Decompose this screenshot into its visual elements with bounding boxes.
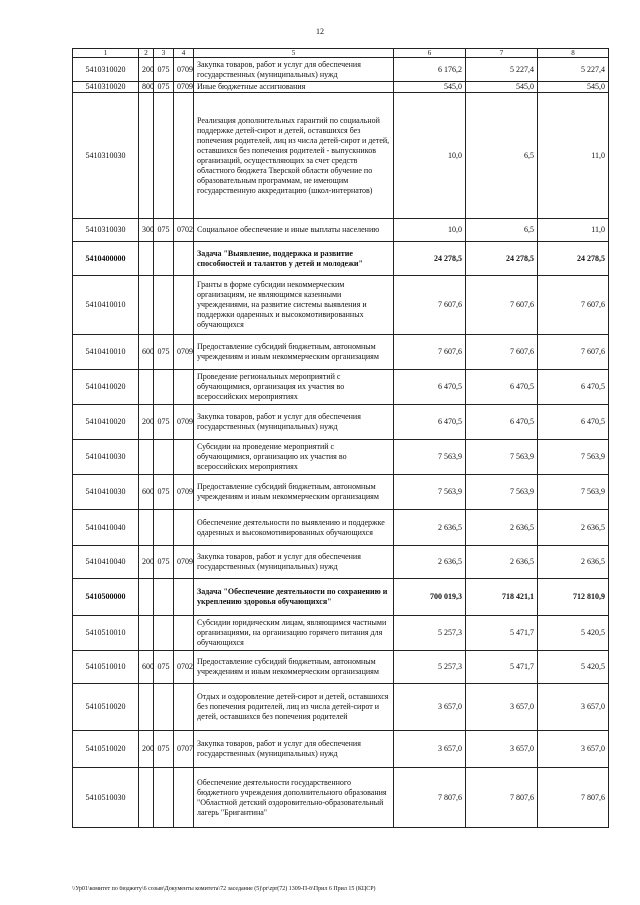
section-cell — [174, 616, 194, 651]
section-cell — [174, 370, 194, 405]
amount-cell-1: 3 657,0 — [394, 731, 466, 768]
budget-code-cell: 5410500000 — [73, 579, 139, 616]
expense-type-cell — [139, 768, 154, 828]
section-cell: 0702 — [174, 651, 194, 684]
department-cell — [154, 440, 174, 475]
table-row — [73, 684, 609, 731]
department-cell — [154, 510, 174, 546]
amount-cell-1: 2 636,5 — [394, 546, 466, 579]
budget-code-cell: 5410310030 — [73, 93, 139, 219]
expense-type-cell — [139, 93, 154, 219]
table-row — [73, 82, 609, 93]
amount-cell-3: 11,0 — [538, 219, 609, 242]
department-cell: 075 — [154, 405, 174, 440]
amount-cell-1: 5 257,3 — [394, 651, 466, 684]
amount-cell-2: 5 471,7 — [466, 651, 538, 684]
budget-code-cell: 5410410040 — [73, 510, 139, 546]
expense-type-cell: 200 — [139, 546, 154, 579]
department-cell: 075 — [154, 335, 174, 370]
amount-cell-1: 6 470,5 — [394, 370, 466, 405]
column-header: 5 — [194, 49, 394, 58]
section-cell — [174, 684, 194, 731]
amount-cell-1: 7 563,9 — [394, 475, 466, 510]
amount-cell-1: 6 176,2 — [394, 58, 466, 82]
amount-cell-2: 2 636,5 — [466, 510, 538, 546]
amount-cell-3: 7 607,6 — [538, 276, 609, 335]
description-cell: Обеспечение деятельности государственного бюджетного учреждения дополнительного образования "Областной детский оздоровительно-образовательный лагерь "Бригантина" — [194, 768, 394, 828]
amount-cell-1: 700 019,3 — [394, 579, 466, 616]
department-cell: 075 — [154, 475, 174, 510]
amount-cell-2: 7 607,6 — [466, 276, 538, 335]
amount-cell-3: 5 420,5 — [538, 651, 609, 684]
department-cell: 075 — [154, 651, 174, 684]
budget-code-cell: 5410510020 — [73, 731, 139, 768]
table-row — [73, 616, 609, 651]
budget-code-cell: 5410400000 — [73, 242, 139, 276]
amount-cell-2: 24 278,5 — [466, 242, 538, 276]
department-cell — [154, 616, 174, 651]
budget-code-cell: 5410410010 — [73, 335, 139, 370]
department-cell — [154, 93, 174, 219]
table-row — [73, 651, 609, 684]
amount-cell-3: 5 420,5 — [538, 616, 609, 651]
amount-cell-3: 3 657,0 — [538, 731, 609, 768]
budget-code-cell: 5410310030 — [73, 219, 139, 242]
column-header: 1 — [73, 49, 139, 58]
table-row — [73, 242, 609, 276]
amount-cell-2: 2 636,5 — [466, 546, 538, 579]
section-cell — [174, 276, 194, 335]
table-row — [73, 546, 609, 579]
amount-cell-2: 6,5 — [466, 219, 538, 242]
amount-cell-1: 10,0 — [394, 219, 466, 242]
table-row — [73, 276, 609, 335]
amount-cell-2: 718 421,1 — [466, 579, 538, 616]
budget-code-cell: 5410310020 — [73, 82, 139, 93]
department-cell — [154, 276, 174, 335]
section-cell — [174, 768, 194, 828]
column-header: 3 — [154, 49, 174, 58]
amount-cell-3: 545,0 — [538, 82, 609, 93]
section-cell: 0702 — [174, 219, 194, 242]
section-cell: 0707 — [174, 731, 194, 768]
amount-cell-3: 2 636,5 — [538, 510, 609, 546]
amount-cell-1: 7 607,6 — [394, 335, 466, 370]
section-cell — [174, 510, 194, 546]
budget-code-cell: 5410410020 — [73, 370, 139, 405]
amount-cell-2: 7 607,6 — [466, 335, 538, 370]
amount-cell-2: 5 227,4 — [466, 58, 538, 82]
amount-cell-3: 7 563,9 — [538, 475, 609, 510]
description-cell: Гранты в форме субсидии некоммерческим организациям, не являющимся казенными учреждениями, на развитие системы выявления и поддержки одаренных и высокомотивированных обучающихся — [194, 276, 394, 335]
description-cell: Закупка товаров, работ и услуг для обеспечения государственных (муниципальных) нужд — [194, 546, 394, 579]
description-cell: Субсидии юридическим лицам, являющимся частными организациями, на организацию горячего питания для обучающихся — [194, 616, 394, 651]
description-cell: Предоставление субсидий бюджетным, автономным учреждениям и иным некоммерческим организациям — [194, 475, 394, 510]
budget-code-cell: 5410510020 — [73, 684, 139, 731]
amount-cell-1: 7 807,6 — [394, 768, 466, 828]
department-cell: 075 — [154, 58, 174, 82]
budget-table — [72, 48, 609, 828]
file-path-footer: \\Ур01\комитет по бюджету\6 созыв\Документы комитета\72 заседание (5)\pr\zpr(72) 1309-П-б\Прил 6 Прил 15 (КЦСР) — [72, 886, 376, 892]
section-cell — [174, 440, 194, 475]
section-cell: 0709 — [174, 475, 194, 510]
expense-type-cell: 200 — [139, 58, 154, 82]
table-row — [73, 579, 609, 616]
description-cell: Иные бюджетные ассигнования — [194, 82, 394, 93]
budget-code-cell: 5410310020 — [73, 58, 139, 82]
budget-code-cell: 5410510010 — [73, 616, 139, 651]
column-header: 2 — [139, 49, 154, 58]
section-cell — [174, 93, 194, 219]
department-cell — [154, 684, 174, 731]
amount-cell-3: 11,0 — [538, 93, 609, 219]
section-cell: 0709 — [174, 405, 194, 440]
table-row — [73, 58, 609, 82]
expense-type-cell: 600 — [139, 335, 154, 370]
amount-cell-2: 6 470,5 — [466, 370, 538, 405]
amount-cell-3: 24 278,5 — [538, 242, 609, 276]
section-cell: 0709 — [174, 82, 194, 93]
description-cell: Закупка товаров, работ и услуг для обеспечения государственных (муниципальных) нужд — [194, 405, 394, 440]
amount-cell-2: 3 657,0 — [466, 731, 538, 768]
table-row — [73, 510, 609, 546]
amount-cell-3: 3 657,0 — [538, 684, 609, 731]
description-cell: Задача "Обеспечение деятельности по сохранению и укреплению здоровья обучающихся" — [194, 579, 394, 616]
budget-code-cell: 5410510010 — [73, 651, 139, 684]
table-row — [73, 405, 609, 440]
department-cell: 075 — [154, 731, 174, 768]
amount-cell-3: 7 807,6 — [538, 768, 609, 828]
description-cell: Закупка товаров, работ и услуг для обеспечения государственных (муниципальных) нужд — [194, 731, 394, 768]
amount-cell-1: 2 636,5 — [394, 510, 466, 546]
expense-type-cell — [139, 242, 154, 276]
department-cell — [154, 579, 174, 616]
amount-cell-1: 7 607,6 — [394, 276, 466, 335]
amount-cell-1: 7 563,9 — [394, 440, 466, 475]
amount-cell-2: 6 470,5 — [466, 405, 538, 440]
department-cell — [154, 370, 174, 405]
amount-cell-2: 7 563,9 — [466, 475, 538, 510]
amount-cell-2: 5 471,7 — [466, 616, 538, 651]
department-cell: 075 — [154, 82, 174, 93]
expense-type-cell: 600 — [139, 475, 154, 510]
column-header: 6 — [394, 49, 466, 58]
table-header-row — [73, 49, 609, 58]
column-header: 7 — [466, 49, 538, 58]
budget-code-cell: 5410410040 — [73, 546, 139, 579]
amount-cell-2: 3 657,0 — [466, 684, 538, 731]
description-cell: Задача "Выявление, поддержка и развитие способностей и талантов у детей и молодежи" — [194, 242, 394, 276]
section-cell — [174, 242, 194, 276]
page-number: 12 — [316, 27, 324, 36]
amount-cell-1: 10,0 — [394, 93, 466, 219]
table-row — [73, 335, 609, 370]
description-cell: Отдых и оздоровление детей-сирот и детей, оставшихся без попечения родителей, лиц из числа детей-сирот и детей, оставшихся без попечения родителей — [194, 684, 394, 731]
table-row — [73, 370, 609, 405]
amount-cell-2: 6,5 — [466, 93, 538, 219]
amount-cell-1: 3 657,0 — [394, 684, 466, 731]
expense-type-cell: 800 — [139, 82, 154, 93]
amount-cell-3: 5 227,4 — [538, 58, 609, 82]
section-cell: 0709 — [174, 546, 194, 579]
expense-type-cell — [139, 684, 154, 731]
amount-cell-3: 7 563,9 — [538, 440, 609, 475]
table-row — [73, 475, 609, 510]
budget-code-cell: 5410410020 — [73, 405, 139, 440]
amount-cell-1: 5 257,3 — [394, 616, 466, 651]
budget-code-cell: 5410510030 — [73, 768, 139, 828]
table-row — [73, 731, 609, 768]
description-cell: Предоставление субсидий бюджетным, автономным учреждениям и иным некоммерческим организациям — [194, 335, 394, 370]
department-cell — [154, 768, 174, 828]
amount-cell-1: 6 470,5 — [394, 405, 466, 440]
budget-code-cell: 5410410010 — [73, 276, 139, 335]
amount-cell-3: 6 470,5 — [538, 405, 609, 440]
amount-cell-3: 2 636,5 — [538, 546, 609, 579]
section-cell: 0709 — [174, 335, 194, 370]
table-row — [73, 93, 609, 219]
column-header: 4 — [174, 49, 194, 58]
budget-code-cell: 5410410030 — [73, 440, 139, 475]
expense-type-cell — [139, 579, 154, 616]
department-cell — [154, 242, 174, 276]
amount-cell-2: 7 807,6 — [466, 768, 538, 828]
description-cell: Субсидии на проведение мероприятий с обучающимися, организацию их участия во всероссийских мероприятиях — [194, 440, 394, 475]
expense-type-cell — [139, 370, 154, 405]
amount-cell-3: 7 607,6 — [538, 335, 609, 370]
section-cell — [174, 579, 194, 616]
expense-type-cell: 600 — [139, 651, 154, 684]
column-header: 8 — [538, 49, 609, 58]
description-cell: Социальное обеспечение и иные выплаты населению — [194, 219, 394, 242]
department-cell: 075 — [154, 546, 174, 579]
budget-code-cell: 5410410030 — [73, 475, 139, 510]
description-cell: Обеспечение деятельности по выявлению и поддержке одаренных и высокомотивированных обучающихся — [194, 510, 394, 546]
section-cell: 0709 — [174, 58, 194, 82]
expense-type-cell: 200 — [139, 731, 154, 768]
description-cell: Предоставление субсидий бюджетным, автономным учреждениям и иным некоммерческим организациям — [194, 651, 394, 684]
expense-type-cell — [139, 510, 154, 546]
amount-cell-3: 6 470,5 — [538, 370, 609, 405]
amount-cell-1: 24 278,5 — [394, 242, 466, 276]
expense-type-cell — [139, 616, 154, 651]
description-cell: Реализация дополнительных гарантий по социальной поддержке детей-сирот и детей, оставшихся без попечения родителей, лиц из числа детей-сирот и детей, оставшихся без попечения родителей - выпускников организаций, осуществляющих за счет средств областного бюджета Тверской области обучение по образовательным программам, не имеющим государственную аккредитацию (школ-интернатов) — [194, 93, 394, 219]
amount-cell-2: 545,0 — [466, 82, 538, 93]
table-row — [73, 219, 609, 242]
expense-type-cell — [139, 276, 154, 335]
description-cell: Закупка товаров, работ и услуг для обеспечения государственных (муниципальных) нужд — [194, 58, 394, 82]
amount-cell-3: 712 810,9 — [538, 579, 609, 616]
table-row — [73, 440, 609, 475]
amount-cell-1: 545,0 — [394, 82, 466, 93]
description-cell: Проведение региональных мероприятий с обучающимися, организация их участия во всероссийских мероприятиях — [194, 370, 394, 405]
department-cell: 075 — [154, 219, 174, 242]
expense-type-cell: 300 — [139, 219, 154, 242]
amount-cell-2: 7 563,9 — [466, 440, 538, 475]
expense-type-cell — [139, 440, 154, 475]
expense-type-cell: 200 — [139, 405, 154, 440]
table-row — [73, 768, 609, 828]
